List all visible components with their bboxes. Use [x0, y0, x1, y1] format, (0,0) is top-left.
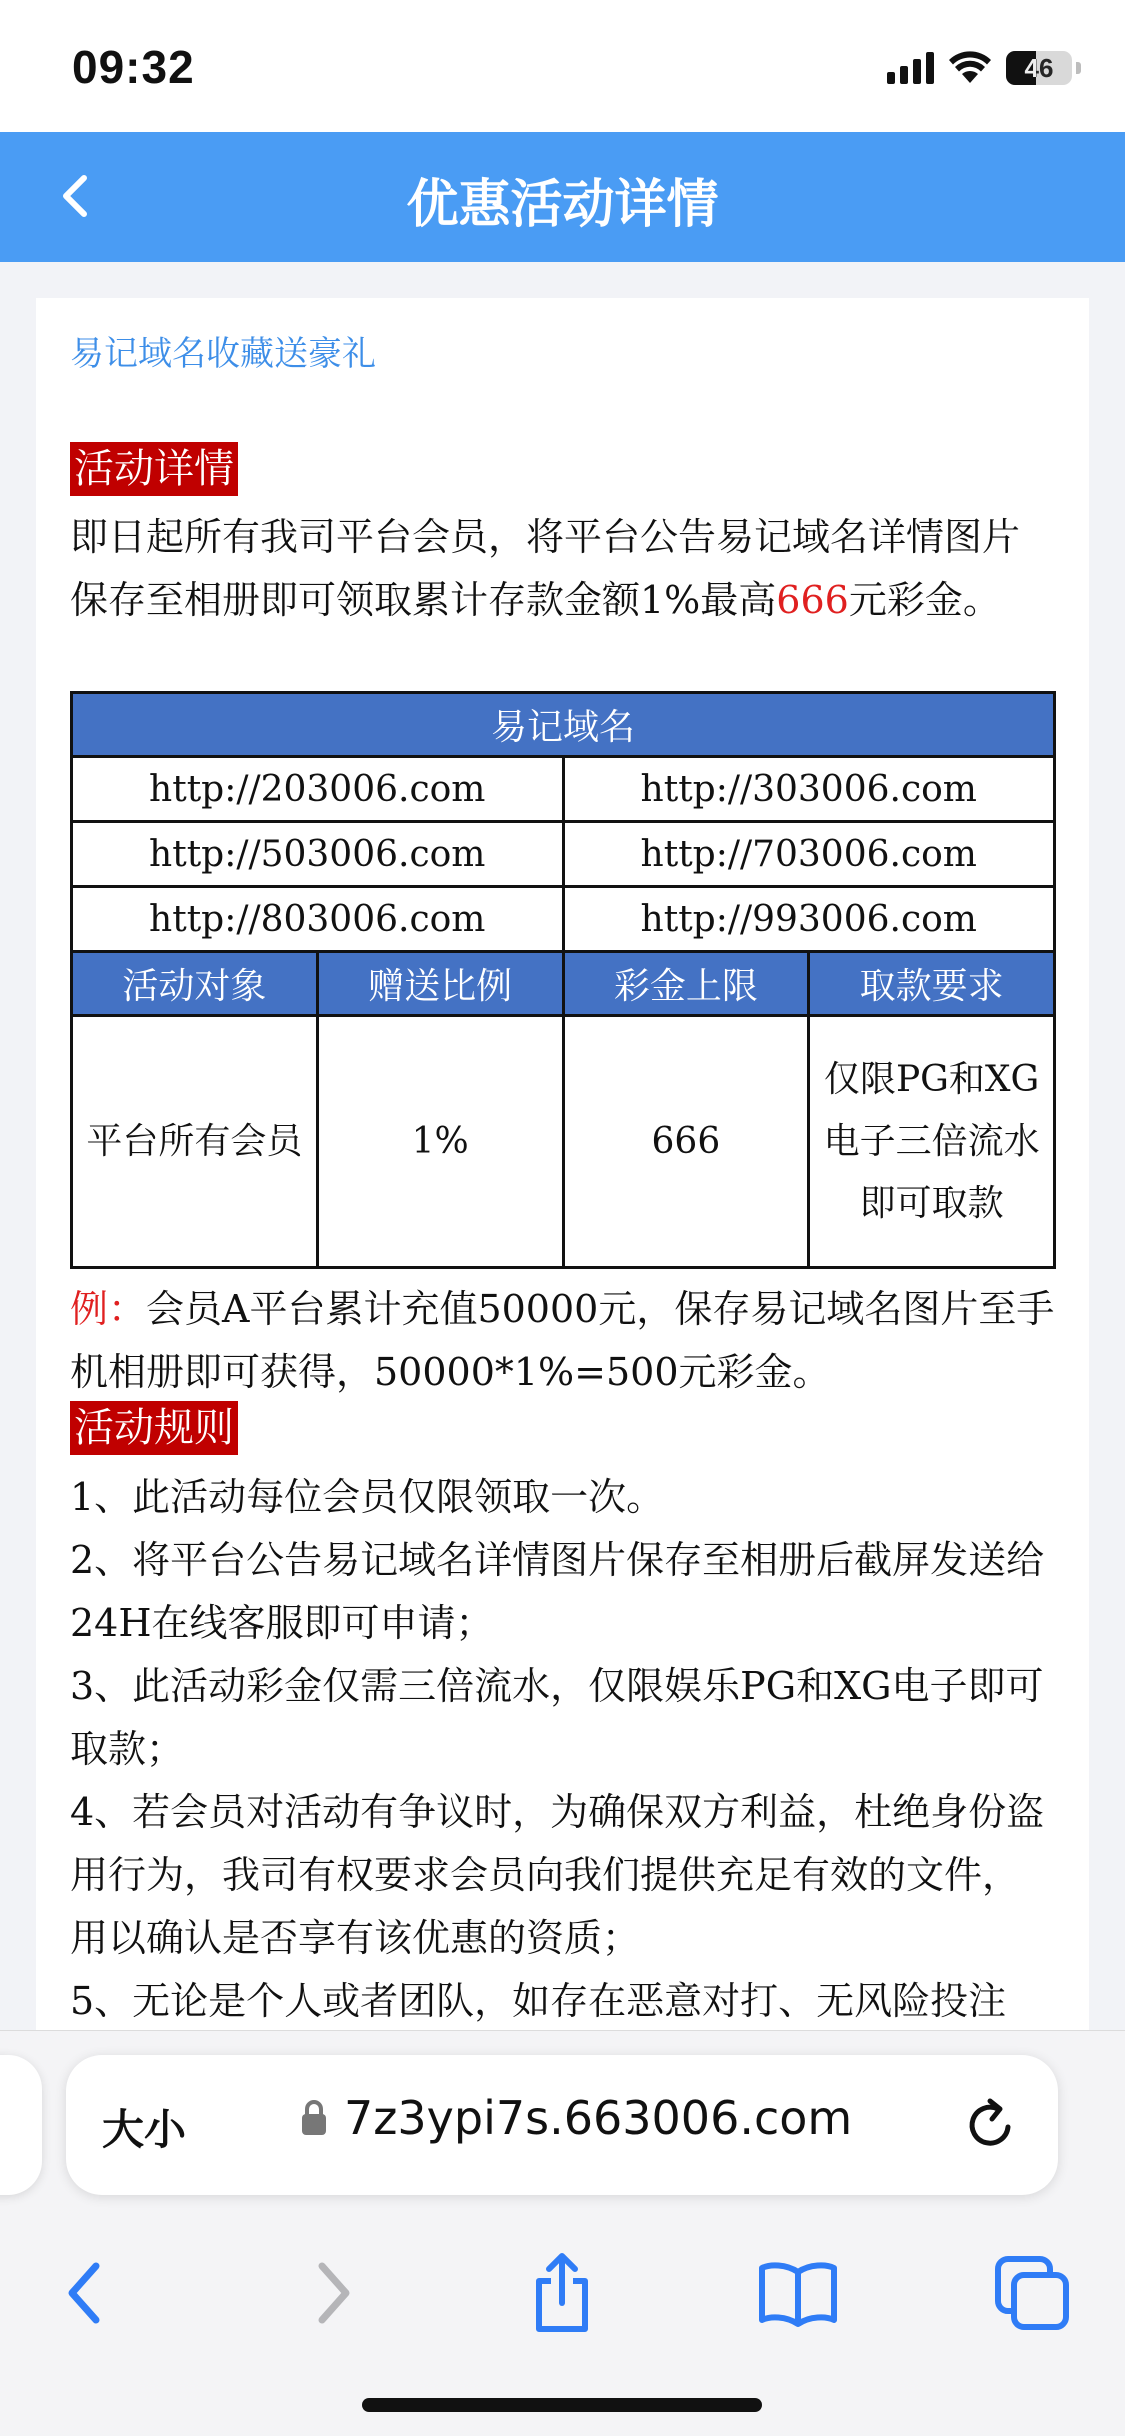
domain-cell: http://303006.com — [563, 757, 1055, 822]
example-label: 例： — [70, 1287, 147, 1331]
table-row — [72, 757, 1055, 822]
list-item: 5、无论是个人或者团队，如存在恶意对打、无风险投注 — [70, 1979, 1007, 2023]
battery-level: 46 — [1024, 52, 1054, 83]
table-cell: 仅限PG和XG电子三倍流水即可取款 — [809, 1016, 1055, 1268]
table-row — [72, 822, 1055, 887]
domain-cell: http://703006.com — [563, 822, 1055, 887]
status-bar — [0, 0, 1125, 132]
column-header: 取款要求 — [809, 952, 1055, 1016]
list-item: 2、将平台公告易记域名详情图片保存至相册后截屏发送给24H在线客服即可申请； — [70, 1538, 1045, 1645]
domain-cell: http://503006.com — [72, 822, 564, 887]
example-text: 会员A平台累计充值50000元，保存易记域名图片至手机相册即可获得，50000*1%=500元彩金。 — [70, 1287, 1055, 1394]
domain-table — [70, 691, 1056, 953]
signal-icon — [887, 52, 934, 84]
list-item: 3、此活动彩金仅需三倍流水，仅限娱乐PG和XG电子即可取款； — [70, 1664, 1044, 1771]
content-card — [36, 298, 1089, 2038]
bookmarks-icon[interactable] — [756, 2251, 840, 2335]
domain-cell: http://993006.com — [563, 887, 1055, 952]
column-header: 赠送比例 — [317, 952, 563, 1016]
table-header-row — [72, 952, 1055, 1016]
intro-highlight: 666 — [776, 578, 849, 622]
battery-icon — [1006, 51, 1072, 85]
domain-cell: http://203006.com — [72, 757, 564, 822]
table-cell: 666 — [563, 1016, 809, 1268]
rules-list — [70, 1466, 1056, 2033]
status-time: 09:32 — [72, 41, 195, 93]
table-cell: 1% — [317, 1016, 563, 1268]
intro-text-before: 即日起所有我司平台会员，将平台公告易记域名详情图片保存至相册即可领取累计存款金额1%最高 — [70, 515, 1021, 622]
list-item: 1、此活动每位会员仅限领取一次。 — [70, 1475, 665, 1519]
example-paragraph — [70, 1278, 1056, 1404]
intro-paragraph — [70, 506, 1056, 632]
previous-tab-peek[interactable] — [0, 2055, 42, 2195]
url-field[interactable] — [300, 2091, 852, 2145]
section-heading-rules — [70, 1401, 238, 1455]
page-title: 优惠活动详情 — [406, 175, 719, 235]
activity-table — [70, 950, 1056, 1269]
address-bar[interactable] — [66, 2055, 1058, 2195]
battery-tip — [1076, 62, 1081, 74]
url-text[interactable]: 7z3ypi7s.663006.com — [344, 2091, 853, 2145]
domain-cell: http://803006.com — [72, 887, 564, 952]
section-heading-details — [70, 442, 238, 496]
intro-text-after: 元彩金。 — [848, 578, 1001, 622]
home-indicator[interactable] — [362, 2398, 762, 2412]
text-size-button[interactable]: 大小 — [102, 2105, 187, 2154]
tabs-icon[interactable] — [990, 2251, 1074, 2335]
share-icon[interactable] — [520, 2251, 604, 2335]
column-header: 活动对象 — [72, 952, 318, 1016]
forward-arrow-icon[interactable] — [290, 2251, 374, 2335]
lock-icon — [300, 2099, 328, 2137]
list-item: 4、若会员对活动有争议时，为确保双方利益，杜绝身份盗用行为，我司有权要求会员向我们提供充足有效的文件，用以确认是否享有该优惠的资质； — [70, 1790, 1045, 1960]
wifi-icon — [948, 51, 992, 85]
column-header: 彩金上限 — [563, 952, 809, 1016]
nav-bar — [0, 132, 1125, 262]
section-heading-rules-label: 活动规则 — [70, 1401, 238, 1455]
table-row — [72, 1016, 1055, 1268]
browser-toolbar — [0, 2030, 1125, 2436]
table-cell: 平台所有会员 — [72, 1016, 318, 1268]
back-arrow-icon[interactable] — [44, 2251, 128, 2335]
section-heading-details-label: 活动详情 — [70, 442, 238, 496]
reload-icon[interactable] — [958, 2093, 1022, 2157]
table-row — [72, 887, 1055, 952]
promo-title[interactable]: 易记域名收藏送豪礼 — [70, 334, 376, 374]
status-icons — [887, 48, 1081, 88]
domain-table-header: 易记域名 — [72, 693, 1055, 757]
